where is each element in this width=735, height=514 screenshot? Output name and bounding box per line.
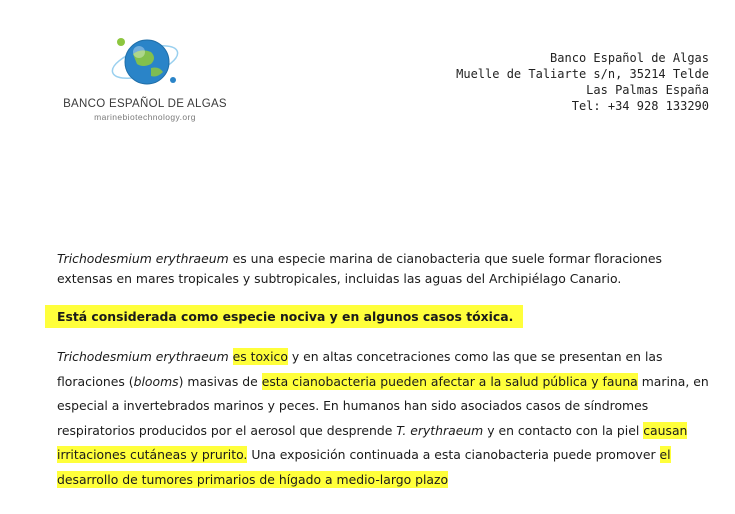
text-segment-4: y en contacto con la piel <box>483 422 644 438</box>
address-line-2: Muelle de Taliarte s/n, 35214 Telde <box>456 67 709 81</box>
highlight-tumors: el desarrollo de tumores primarios de hígado a medio-largo plazo <box>57 447 671 487</box>
highlight-toxic: es toxico <box>232 349 288 364</box>
text-segment-5: Una exposición continuada a esta cianobacteria puede promover <box>247 447 660 462</box>
address-block <box>456 50 709 114</box>
species-name-2: Trichodesmium erythraeum <box>57 349 229 364</box>
text-segment-2: ) masivas de <box>178 373 262 389</box>
text-segment-3: marina, en especial a invertebrados marinos y peces. En humanos han sido asociados casos de síndromes respiratorios producidos por el aerosol que desprende <box>57 373 709 438</box>
intro-paragraph <box>57 249 717 289</box>
toxicity-paragraph <box>57 345 717 492</box>
intro-text: es una especie marina de cianobacteria que suele formar floraciones extensas en mares tropicales y subtropicales, incluidas las aguas del Archipiélago Canario. <box>57 251 662 286</box>
warning-paragraph <box>57 307 717 327</box>
address-line-3: Las Palmas España <box>586 83 709 97</box>
text-segment-1: y en altas concetraciones como las que se presentan en las floraciones ( <box>57 349 663 389</box>
blooms-term: blooms <box>133 373 179 389</box>
address-line-4: Tel: +34 928 133290 <box>571 99 709 113</box>
logo-url: marinebiotechnology.org <box>94 112 196 122</box>
address-line-1: Banco Español de Algas <box>550 51 709 65</box>
document-body <box>57 249 717 492</box>
logo-name: BANCO ESPAÑOL DE ALGAS <box>63 98 227 110</box>
globe-orbit-icon <box>107 30 183 94</box>
highlight-health: esta cianobacteria pueden afectar a la salud pública y fauna <box>261 373 638 389</box>
species-name: Trichodesmium erythraeum <box>57 251 229 266</box>
species-short: T. erythraeum <box>396 422 484 438</box>
warning-highlight: Está considerada como especie nociva y en algunos casos tóxica. <box>45 305 523 328</box>
logo <box>55 30 235 125</box>
highlight-irritation: causan irritaciones cutáneas y prurito. <box>57 422 688 462</box>
